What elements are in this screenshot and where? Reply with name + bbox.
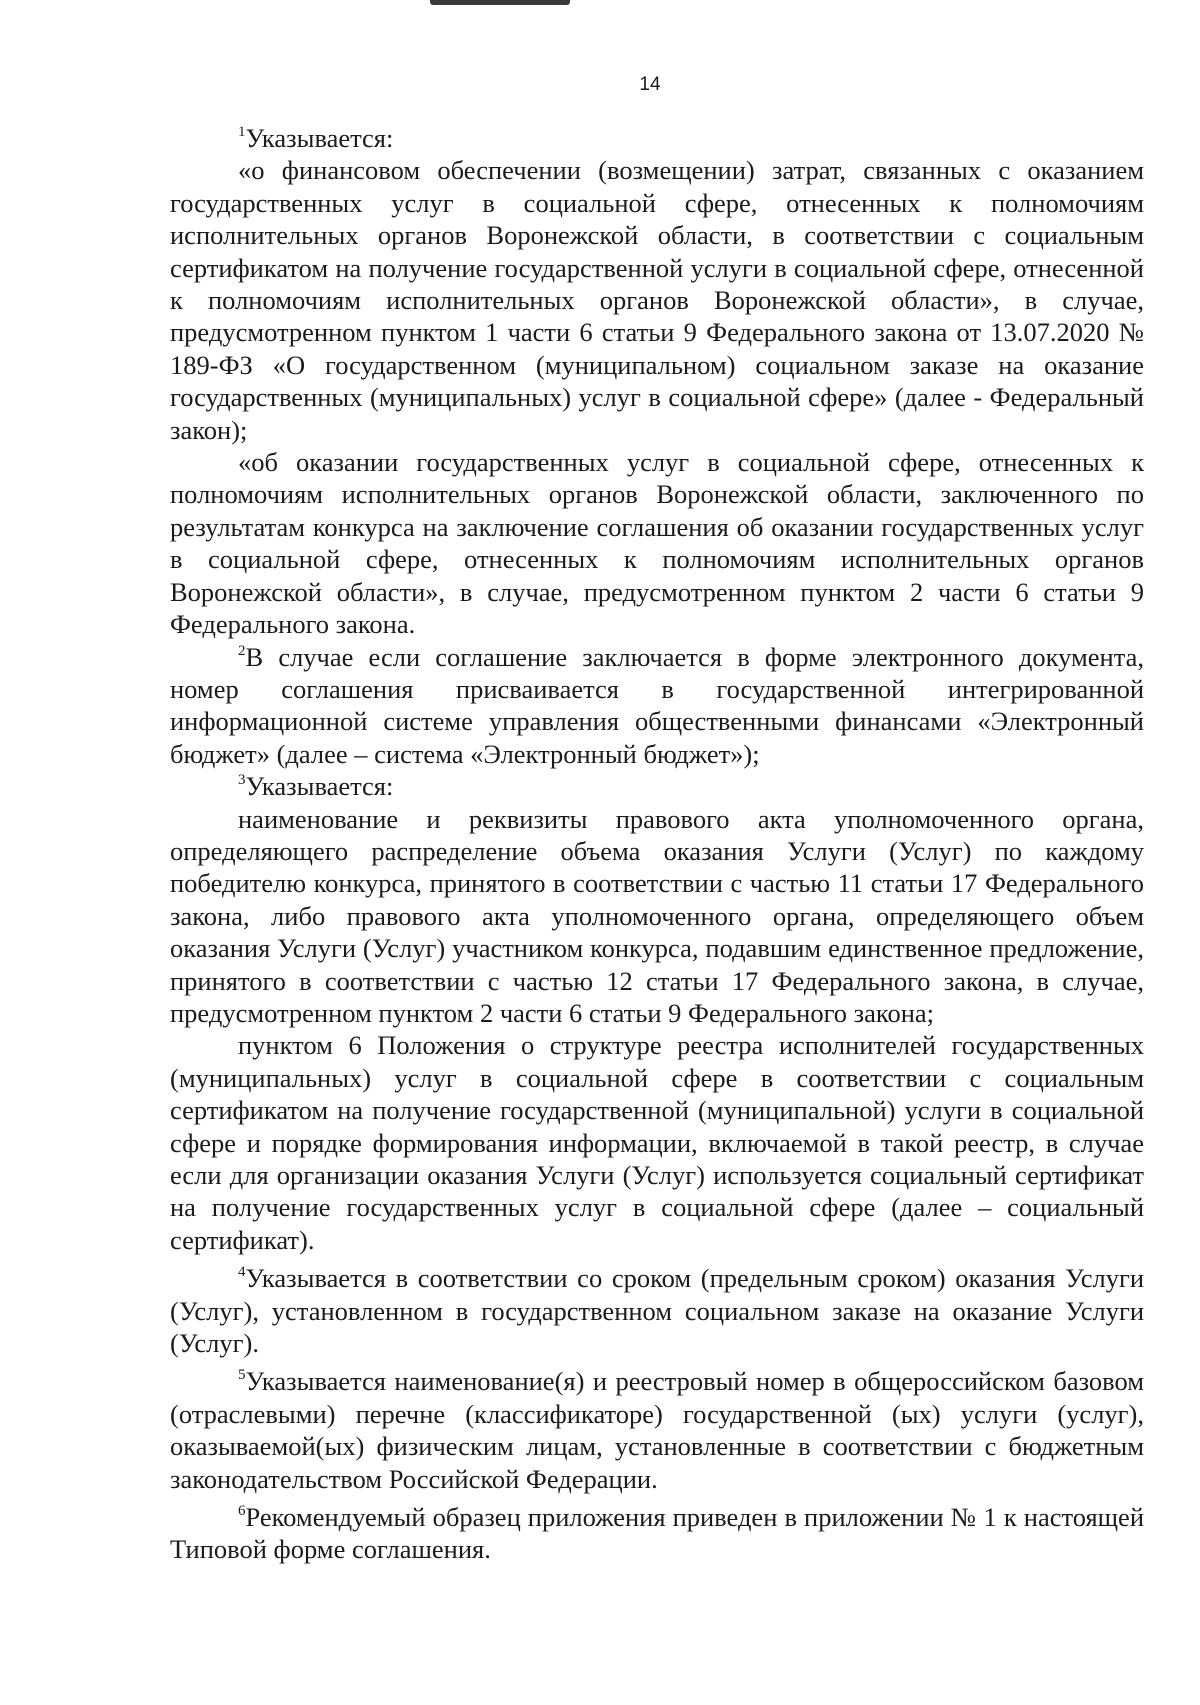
footnote-3-item-registry xyxy=(170,1029,1144,1256)
footnote-6 xyxy=(170,1501,1144,1566)
footnotes-body xyxy=(170,122,1144,1566)
footnote-marker: 4 xyxy=(238,1264,246,1281)
footnote-1-item-financing xyxy=(170,154,1144,446)
paragraph-text: «о финансовом обеспечении (возмещении) затрат, связанных с оказанием государственных услуг в социальной сфере, отнесенных к полномочиям исполнительных органов Воронежской области, в соответствии с социальным сертификатом на получение государственной услуги в социальной сфере, отнесенной к полномочиям исполнительных органов Воронежской области», в случае, предусмотренном пунктом 1 части 6 статьи 9 Федерального закона от 13.07.2020 № 189-ФЗ «О государственном (муниципальном) социальном заказе на оказание государственных (муниципальных) услуг в социальной сфере» (далее - Федеральный закон); xyxy=(170,155,1144,445)
footnote-marker: 3 xyxy=(238,772,246,789)
footnote-3-intro xyxy=(170,770,1144,802)
footnote-2 xyxy=(170,641,1144,771)
paragraph-text: Рекомендуемый образец приложения приведен в приложении № 1 к настоящей Типовой форме соглашения. xyxy=(170,1502,1144,1565)
footnote-1-intro xyxy=(170,122,1144,154)
footnote-5 xyxy=(170,1365,1144,1495)
scan-edge-mark xyxy=(430,0,570,5)
paragraph-text: Указывается наименование(я) и реестровый номер в общероссийском базовом (отраслевыми) перечне (классификаторе) государственной (ых) услуги (услуг), оказываемой(ых) физическим лицам, установленные в соответствии с бюджетным законодательством Российской Федерации. xyxy=(170,1366,1144,1494)
footnote-marker: 5 xyxy=(238,1367,246,1384)
footnote-marker: 6 xyxy=(238,1503,246,1520)
footnote-marker: 2 xyxy=(238,642,246,659)
footnote-4 xyxy=(170,1262,1144,1359)
paragraph-text: Указывается: xyxy=(245,771,394,802)
paragraph-text: наименование и реквизиты правового акта уполномоченного органа, определяющего распределение объема оказания Услуги (Услуг) по каждому победителю конкурса, принятого в соответствии с частью 11 статьи 17 Федерального закона, либо правового акта уполномоченного органа, определяющего объем оказания Услуги (Услуг) участником конкурса, подавшим единственное предложение, принятого в соответствии с частью 12 статьи 17 Федерального закона, в случае, предусмотренном пунктом 2 части 6 статьи 9 Федерального закона; xyxy=(170,803,1144,1028)
footnote-1-item-competition xyxy=(170,446,1144,640)
paragraph-text: Указывается: xyxy=(245,123,394,153)
paragraph-text: В случае если соглашение заключается в форме электронного документа, номер соглашения присваивается в государственной интегрированной информационной системе управления общественными финансами «Электронный бюджет» (далее – система «Электронный бюджет»); xyxy=(170,641,1144,769)
page-number: 14 xyxy=(639,74,661,95)
footnote-marker: 1 xyxy=(238,124,246,140)
paragraph-text: пунктом 6 Положения о структуре реестра исполнителей государственных (муниципальных) услуг в социальной сфере в соответствии с социальным сертификатом на получение государственной (муниципальной) услуги в социальной сфере и порядке формирования информации, включаемой в такой реестр, в случае если для организации оказания Услуги (Услуг) используется социальный сертификат на получение государственных услуг в социальной сфере (далее – социальный сертификат). xyxy=(170,1030,1144,1255)
paragraph-text: «об оказании государственных услуг в социальной сфере, отнесенных к полномочиям исполнительных органов Воронежской области, заключенного по результатам конкурса на заключение соглашения об оказании государственных услуг в социальной сфере, отнесенных к полномочиям исполнительных органов Воронежской области», в случае, предусмотренном пунктом 2 части 6 статьи 9 Федерального закона. xyxy=(170,447,1144,640)
paragraph-text: Указывается в соответствии со сроком (предельным сроком) оказания Услуги (Услуг), установленном в государственном социальном заказе на оказание Услуги (Услуг). xyxy=(170,1263,1144,1359)
footnote-3-item-legal-act xyxy=(170,803,1144,1030)
